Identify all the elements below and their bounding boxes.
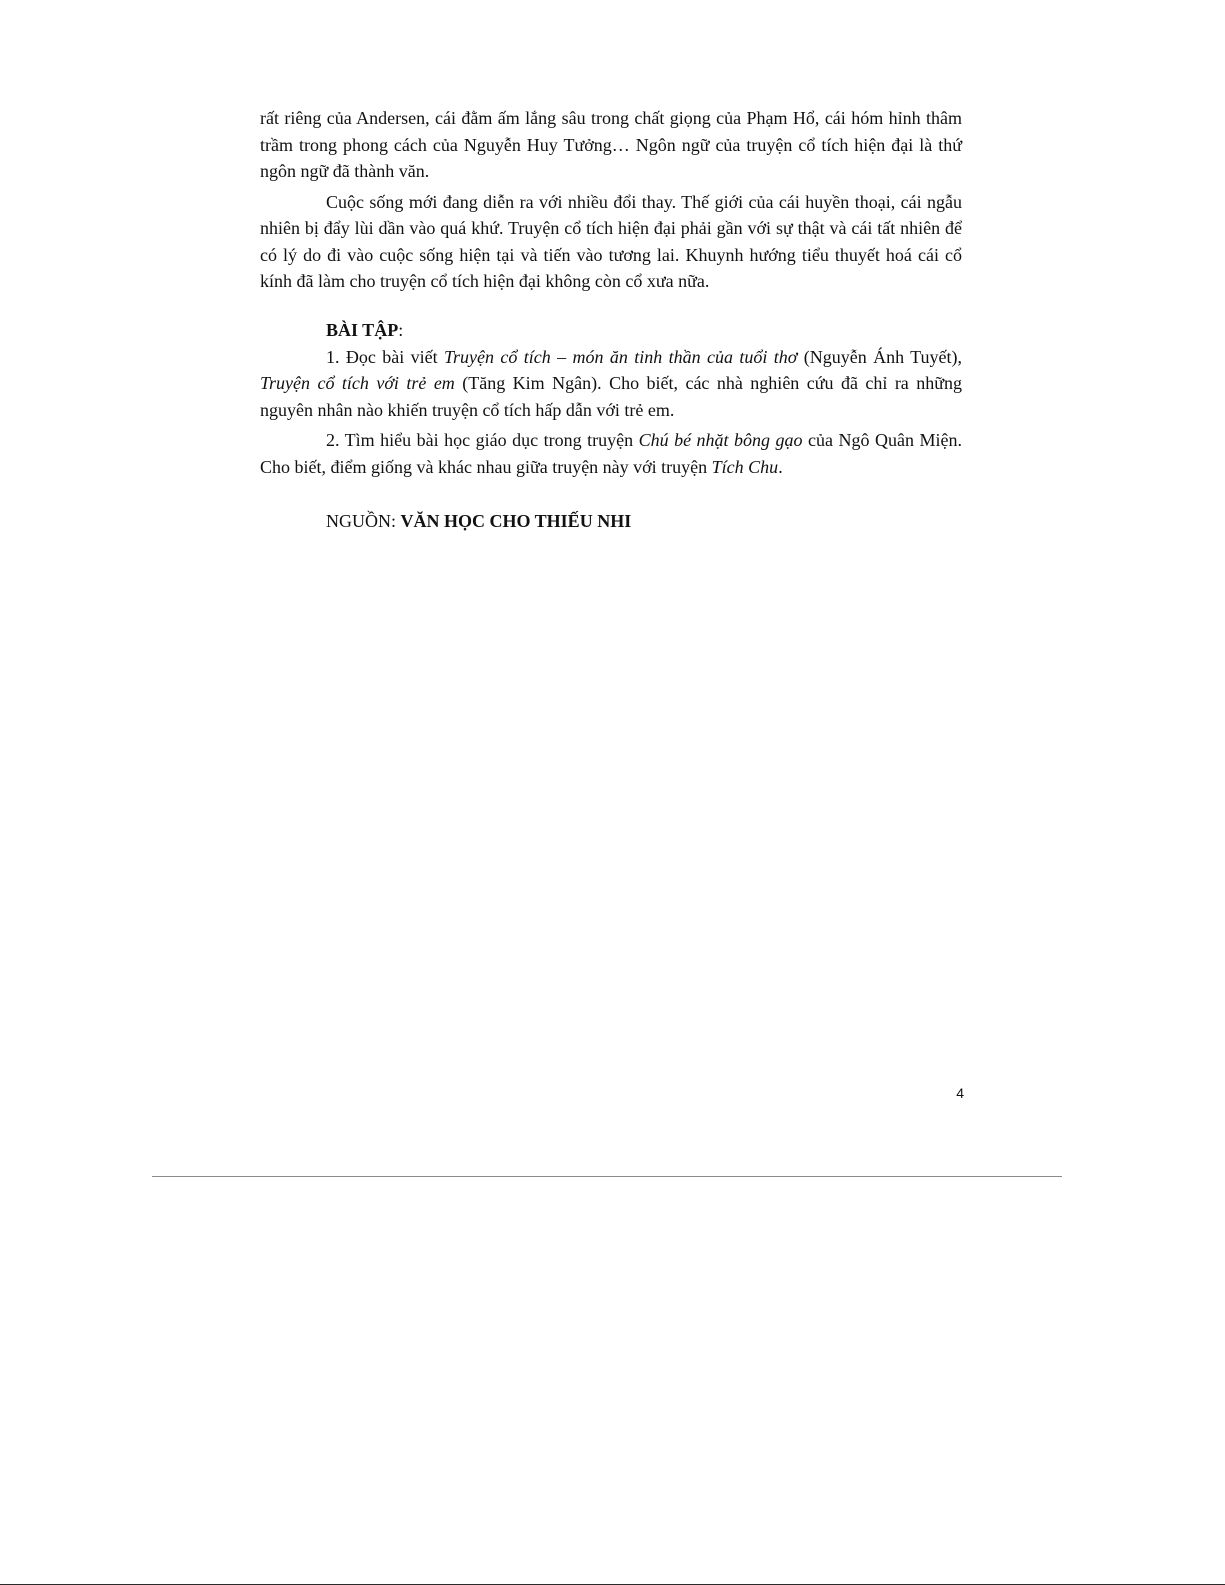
work-title: Tích Chu (711, 456, 779, 477)
exercise-item-2-text: . (778, 456, 783, 477)
exercise-item-2-text: của Ngô Quân Miện. Cho biết, điểm giống và khác nhau giữa truyện này với truyện (260, 430, 962, 477)
exercise-item-1-text: (Tăng Kim Ngân). Cho biết, các nhà nghiên cứu đã chỉ ra những nguyên nhân nào khiến truyện cổ tích hấp dẫn với trẻ em. (260, 373, 963, 420)
source-section (260, 508, 962, 535)
exercise-heading (260, 317, 962, 344)
source-label: NGUỒN: (326, 511, 401, 531)
work-title: Truyện cổ tích với trẻ em (260, 373, 455, 393)
work-title: Chú bé nhặt bông gạo (638, 430, 803, 450)
page-number: 4 (956, 1085, 964, 1101)
source-line (260, 508, 962, 535)
exercise-item-1-text: (Nguyễn Ánh Tuyết), (797, 346, 962, 367)
exercise-item-1 (260, 344, 962, 424)
page-divider (152, 1176, 1062, 1177)
exercise-heading-colon: : (398, 320, 404, 340)
exercise-item-2 (260, 427, 962, 480)
exercise-item-2-text: 2. Tìm hiểu bài học giáo dục trong truyện (326, 430, 639, 450)
exercise-item-1-text: 1. Đọc bài viết (326, 346, 444, 367)
work-title: Truyện cổ tích – món ăn tinh thần của tuổi thơ (443, 346, 798, 367)
exercise-heading-text: BÀI TẬP (326, 320, 399, 340)
paragraph-new-life: Cuộc sống mới đang diễn ra với nhiều đổi thay. Thế giới của cái huyền thoại, cái ngẫu nhiên bị đẩy lùi dần vào quá khứ. Truyện cổ tích hiện đại phải gần với sự thật và cái tất nhiên để có lý do đi vào cuộc sống hiện tại và tiến vào tương lai. Khuynh hướng tiểu thuyết hoá cái cổ kính đã làm cho truyện cổ tích hiện đại không còn cổ xưa nữa. (260, 191, 962, 291)
body-text (260, 105, 962, 295)
source-value: VĂN HỌC CHO THIẾU NHI (400, 511, 632, 531)
paragraph-continued: rất riêng của Andersen, cái đằm ấm lắng sâu trong chất giọng của Phạm Hổ, cái hóm hỉnh thâm trầm trong phong cách của Nguyễn Huy Tưởng… Ngôn ngữ của truyện cổ tích hiện đại là thứ ngôn ngữ đã thành văn. (260, 108, 962, 181)
exercise-section (260, 317, 962, 480)
